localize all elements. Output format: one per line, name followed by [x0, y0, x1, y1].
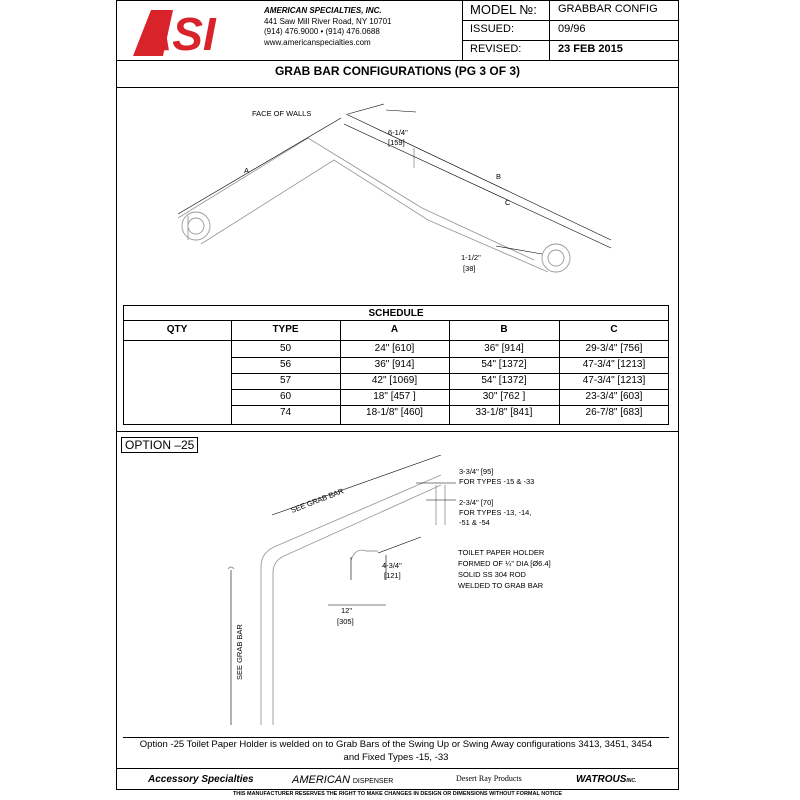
revised-label: REVISED: — [470, 43, 522, 55]
title-block-rule — [462, 40, 679, 41]
brand-watrous — [576, 774, 636, 785]
dimension-lines — [178, 104, 611, 254]
cell-a: 24" [610] — [374, 343, 415, 354]
issued-label: ISSUED: — [470, 23, 515, 35]
brand-desert-ray: Desert Ray Products — [456, 774, 522, 783]
header-a: A — [390, 324, 399, 335]
cell-a: 18-1/8" [460] — [366, 407, 423, 418]
cell-c: 47-3/4" [1213] — [582, 375, 646, 386]
tp-line2: FORMED OF ¼" DIA [Ø6.4] — [458, 559, 551, 568]
brand-watrous-name: WATROUS — [576, 774, 627, 785]
schedule-title: SCHEDULE — [368, 308, 424, 319]
cell-a: 36" [914] — [374, 359, 415, 370]
revised-row — [462, 40, 679, 60]
cell-c: 47-3/4" [1213] — [582, 359, 646, 370]
revised-value: 23 FEB 2015 — [558, 43, 623, 55]
dim3-mm: [121] — [384, 571, 401, 580]
dim2-note1: FOR TYPES -13, -14, — [459, 508, 532, 517]
cell-type: 50 — [279, 343, 292, 354]
option-label: OPTION –25 — [121, 437, 198, 453]
disclaimer: THIS MANUFACTURER RESERVES THE RIGHT TO MAKE CHANGES IN DESIGN OR DIMENSIONS WITHOUT FORMAL NOTICE — [232, 791, 563, 797]
option-25-diagram — [116, 455, 679, 735]
cell-type: 57 — [279, 375, 292, 386]
diameter-dim-mm: [38] — [463, 264, 476, 273]
cell-type: 74 — [279, 407, 292, 418]
header-bottom-rule — [116, 60, 679, 61]
dim1-note: FOR TYPES -15 & -33 — [459, 477, 535, 486]
grab-bar-shape — [178, 138, 570, 272]
section-rule — [116, 431, 679, 432]
header-qty: QTY — [166, 324, 188, 335]
page-title: GRAB BAR CONFIGURATIONS (PG 3 OF 3) — [274, 64, 521, 78]
cell-c: 29-3/4" [756] — [585, 343, 643, 354]
dim4: 12" — [341, 606, 353, 615]
brand-american-dispenser — [292, 774, 393, 786]
cell-b: 36" [914] — [484, 343, 524, 354]
diameter-dim: 1-1/2" — [461, 253, 481, 262]
brand-american: AMERICAN — [292, 774, 351, 786]
company-block — [264, 6, 391, 48]
option-note — [123, 738, 669, 767]
model-row — [462, 0, 679, 20]
depth-dim-mm: [159] — [388, 138, 405, 147]
option-dimension-lines — [231, 455, 456, 725]
header-b: B — [500, 324, 508, 335]
dim2-note2: -51 & -54 — [459, 518, 490, 527]
dim-a-label: A — [244, 166, 250, 175]
title-block — [462, 0, 679, 60]
face-of-walls-label: FACE OF WALLS — [252, 109, 312, 118]
tp-line4: WELDED TO GRAB BAR — [458, 581, 544, 590]
depth-dim: 6-1/4" — [388, 128, 408, 137]
cell-c: 26-7/8" [683] — [585, 407, 643, 418]
schedule-rule — [123, 320, 669, 321]
note-line1: Option -25 Toilet Paper Holder is welded on to Grab Bars of the Swing Up or Swing Away configurations 3413, 3451, 3454 — [139, 739, 653, 750]
see-grab-bar-top: SEE GRAB BAR — [289, 486, 345, 515]
note-line2: and Fixed Types -15, -33 — [343, 752, 449, 763]
grab-bar-diagram — [116, 88, 679, 303]
dim2: 2-3/4" [70] — [459, 498, 494, 507]
model-label: MODEL №: — [470, 2, 537, 17]
dim1: 3-3/4" [95] — [459, 467, 494, 476]
cell-a: 18" [457 ] — [373, 391, 416, 402]
dim-b-label: B — [496, 172, 502, 181]
see-grab-bar-side: SEE GRAB BAR — [235, 624, 244, 680]
model-value: GRABBAR CONFIG — [558, 3, 658, 15]
logo-text: ASI — [139, 8, 216, 56]
tp-line1: TOILET PAPER HOLDER — [458, 548, 545, 557]
company-phone: (914) 476.9000 • (914) 476.0688 — [264, 27, 380, 36]
brand-watrous-inc: INC. — [626, 778, 637, 784]
cell-c: 23-3/4" [603] — [585, 391, 643, 402]
company-address: 441 Saw Mill River Road, NY 10701 — [264, 16, 392, 26]
title-block-col-rule — [549, 0, 550, 60]
cell-type: 56 — [279, 359, 292, 370]
header-type: TYPE — [272, 324, 299, 335]
dim4-mm: [305] — [337, 617, 354, 626]
cell-type: 60 — [279, 391, 292, 402]
company-name: AMERICAN SPECIALTIES, INC. — [264, 6, 382, 15]
brand-dispenser: DISPENSER — [352, 778, 394, 785]
dim-c-label: C — [505, 198, 511, 207]
asi-logo — [133, 6, 237, 56]
title-block-rule — [462, 20, 679, 21]
cell-b: 30" [762 ] — [482, 391, 526, 402]
grab-bar-corner-shape — [228, 475, 445, 725]
footer-rule — [116, 768, 679, 769]
dim3: 4-3/4" — [382, 561, 402, 570]
brand-accessory-specialties: Accessory Specialties — [148, 774, 254, 785]
issued-value: 09/96 — [558, 23, 586, 35]
issued-row — [462, 20, 679, 40]
cell-a: 42" [1069] — [371, 375, 418, 386]
cell-b: 54" [1372] — [481, 359, 527, 370]
tp-line3: SOLID SS 304 ROD — [458, 570, 526, 579]
cell-b: 33-1/8" [841] — [475, 407, 533, 418]
cell-b: 54" [1372] — [481, 375, 527, 386]
company-website[interactable]: www.americanspecialties.com — [264, 37, 371, 47]
header-c: C — [610, 324, 618, 335]
